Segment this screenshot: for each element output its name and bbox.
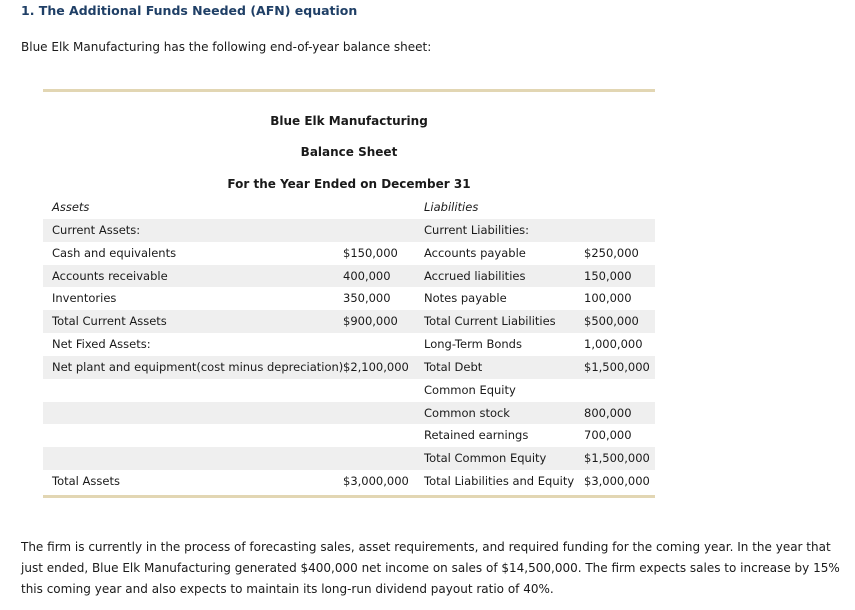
asset-label: Net Fixed Assets: <box>52 337 151 352</box>
asset-label: Total Current Assets <box>52 314 167 329</box>
balance-sheet-rows <box>43 196 655 493</box>
liabilities-header: Liabilities <box>424 200 479 214</box>
asset-label: Current Assets: <box>52 222 141 237</box>
table-row <box>43 242 655 265</box>
liability-value: $500,000 <box>584 314 639 329</box>
table-row <box>43 356 655 379</box>
asset-label: Cash and equivalents <box>52 245 177 260</box>
liability-label: Total Current Liabilities <box>424 314 556 329</box>
liability-value: $1,500,000 <box>584 359 650 374</box>
liability-value: 1,000,000 <box>584 337 643 352</box>
asset-label: Total Assets <box>52 474 120 489</box>
liability-label: Total Debt <box>424 359 483 374</box>
liability-label: Long-Term Bonds <box>424 337 522 352</box>
liability-label: Accounts payable <box>424 245 526 260</box>
table-row <box>43 447 655 470</box>
table-row <box>43 424 655 447</box>
table-row <box>43 219 655 242</box>
liability-value: $250,000 <box>584 245 639 260</box>
liability-value: 800,000 <box>584 405 632 420</box>
table-row <box>43 470 655 493</box>
liability-value: $3,000,000 <box>584 474 650 489</box>
asset-value: 350,000 <box>343 291 391 306</box>
table-row <box>43 402 655 425</box>
liability-label: Total Common Equity <box>424 451 547 466</box>
table-row <box>43 379 655 402</box>
liability-label: Common stock <box>424 405 510 420</box>
liability-value: $1,500,000 <box>584 451 650 466</box>
asset-value: $900,000 <box>343 314 398 329</box>
asset-label: Net plant and equipment(cost minus depreciation) <box>52 359 344 374</box>
company-name: Blue Elk Manufacturing <box>270 114 428 128</box>
liability-label: Accrued liabilities <box>424 268 526 283</box>
liability-label: Common Equity <box>424 382 516 397</box>
liability-value: 700,000 <box>584 428 632 443</box>
liability-value: 100,000 <box>584 291 632 306</box>
table-row <box>43 333 655 356</box>
table-row <box>43 287 655 310</box>
asset-value: $2,100,000 <box>343 359 409 374</box>
table-row <box>43 265 655 288</box>
asset-label: Accounts receivable <box>52 268 168 283</box>
problem-paragraph: The firm is currently in the process of forecasting sales, asset requirements, and required funding for the coming year. In the year that just ended, Blue Elk Manufacturing generated $400,000 net income on sales of $14,500,000. The firm expects sales to increase by 15% this coming year and also expects to maintain its long-run dividend payout ratio of 40%. <box>21 540 840 596</box>
liability-label: Retained earnings <box>424 428 529 443</box>
asset-value: 400,000 <box>343 268 391 283</box>
liability-value: 150,000 <box>584 268 632 283</box>
sheet-period: For the Year Ended on December 31 <box>227 177 471 191</box>
liability-label: Notes payable <box>424 291 507 306</box>
asset-value: $3,000,000 <box>343 474 409 489</box>
liability-label: Current Liabilities: <box>424 222 530 237</box>
table-row <box>43 310 655 333</box>
balance-sheet <box>43 89 655 498</box>
intro-text: Blue Elk Manufacturing has the following end-of-year balance sheet: <box>21 40 432 54</box>
section-heading: 1. The Additional Funds Needed (AFN) equation <box>21 3 358 18</box>
assets-header: Assets <box>52 200 90 214</box>
table-row <box>43 196 655 219</box>
sheet-title: Balance Sheet <box>300 145 398 159</box>
asset-label: Inventories <box>52 291 117 306</box>
asset-value: $150,000 <box>343 245 398 260</box>
liability-label: Total Liabilities and Equity <box>424 474 575 489</box>
